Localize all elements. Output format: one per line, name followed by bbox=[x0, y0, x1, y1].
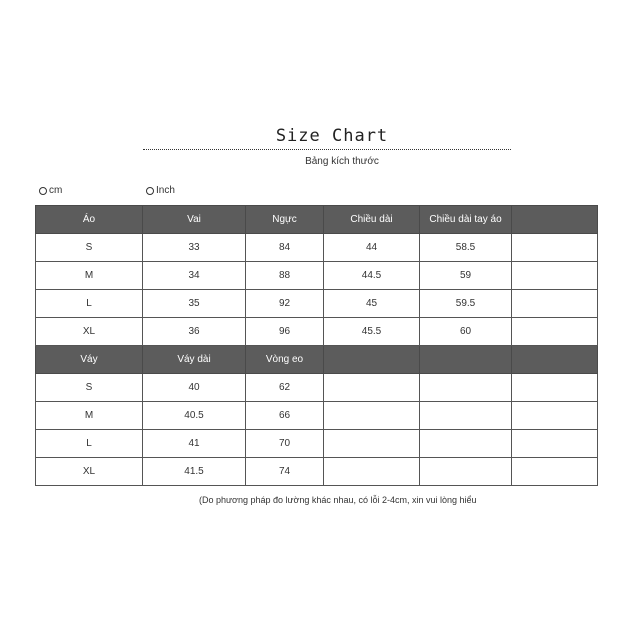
table-row bbox=[36, 234, 598, 262]
table-cell bbox=[324, 430, 420, 458]
table-cell: 40.5 bbox=[143, 402, 246, 430]
unit-option-inch[interactable] bbox=[146, 185, 175, 196]
page-title: Size Chart bbox=[275, 126, 389, 146]
unit-label-cm: cm bbox=[49, 185, 63, 196]
table-header-row-ao bbox=[36, 206, 598, 234]
column-header: Chiều dài tay áo bbox=[420, 206, 512, 234]
table-cell bbox=[324, 458, 420, 486]
table-cell bbox=[512, 402, 598, 430]
unit-option-cm[interactable] bbox=[39, 185, 62, 196]
table-cell: 59 bbox=[420, 262, 512, 290]
table-cell: 62 bbox=[246, 374, 324, 402]
table-cell: 58.5 bbox=[420, 234, 512, 262]
table-cell bbox=[512, 318, 598, 346]
table-cell bbox=[420, 402, 512, 430]
size-cell: M bbox=[36, 262, 143, 290]
table-cell: 41.5 bbox=[143, 458, 246, 486]
table-row bbox=[36, 290, 598, 318]
measurement-note: (Do phương pháp đo lường khác nhau, có lỗi 2-4cm, xin vui lòng hiểu bbox=[199, 495, 477, 505]
column-header: Vai bbox=[143, 206, 246, 234]
table-cell bbox=[512, 458, 598, 486]
table-cell: 59.5 bbox=[420, 290, 512, 318]
table-row bbox=[36, 402, 598, 430]
table-cell: 35 bbox=[143, 290, 246, 318]
column-header: Ngực bbox=[246, 206, 324, 234]
column-header: Chiều dài bbox=[324, 206, 420, 234]
table-cell: 70 bbox=[246, 430, 324, 458]
size-cell: M bbox=[36, 402, 143, 430]
table-cell bbox=[420, 374, 512, 402]
size-cell: S bbox=[36, 234, 143, 262]
table-cell bbox=[324, 402, 420, 430]
group-label-vay: Váy bbox=[36, 346, 143, 374]
radio-button-icon[interactable] bbox=[146, 187, 154, 195]
table-cell: 96 bbox=[246, 318, 324, 346]
size-cell: XL bbox=[36, 458, 143, 486]
table-cell bbox=[420, 458, 512, 486]
table-cell: 34 bbox=[143, 262, 246, 290]
table-cell: 40 bbox=[143, 374, 246, 402]
column-header: Vòng eo bbox=[246, 346, 324, 374]
column-header bbox=[512, 206, 598, 234]
table-cell: 92 bbox=[246, 290, 324, 318]
table-cell bbox=[420, 430, 512, 458]
unit-label-inch: Inch bbox=[156, 185, 175, 196]
page-subtitle: Bảng kích thước bbox=[305, 156, 379, 167]
table-cell bbox=[512, 262, 598, 290]
table-cell: 66 bbox=[246, 402, 324, 430]
table-row bbox=[36, 430, 598, 458]
table-cell bbox=[512, 290, 598, 318]
table-cell: 44.5 bbox=[324, 262, 420, 290]
table-cell: 33 bbox=[143, 234, 246, 262]
column-header bbox=[512, 346, 598, 374]
column-header bbox=[324, 346, 420, 374]
group-label-ao: Áo bbox=[36, 206, 143, 234]
radio-button-icon[interactable] bbox=[39, 187, 47, 195]
table-cell: 36 bbox=[143, 318, 246, 346]
table-cell bbox=[512, 374, 598, 402]
table-cell: 84 bbox=[246, 234, 324, 262]
table-row bbox=[36, 458, 598, 486]
table-row bbox=[36, 262, 598, 290]
title-divider bbox=[143, 149, 511, 150]
table-cell: 60 bbox=[420, 318, 512, 346]
table-header-row-vay bbox=[36, 346, 598, 374]
table-cell bbox=[324, 374, 420, 402]
table-row bbox=[36, 318, 598, 346]
size-cell: S bbox=[36, 374, 143, 402]
column-header bbox=[420, 346, 512, 374]
size-cell: XL bbox=[36, 318, 143, 346]
table-cell: 45.5 bbox=[324, 318, 420, 346]
column-header: Váy dài bbox=[143, 346, 246, 374]
size-table bbox=[35, 205, 598, 486]
table-cell: 41 bbox=[143, 430, 246, 458]
table-cell bbox=[512, 234, 598, 262]
table-cell: 44 bbox=[324, 234, 420, 262]
table-row bbox=[36, 374, 598, 402]
table-cell: 88 bbox=[246, 262, 324, 290]
size-cell: L bbox=[36, 290, 143, 318]
table-cell: 45 bbox=[324, 290, 420, 318]
size-cell: L bbox=[36, 430, 143, 458]
table-cell: 74 bbox=[246, 458, 324, 486]
table-cell bbox=[512, 430, 598, 458]
